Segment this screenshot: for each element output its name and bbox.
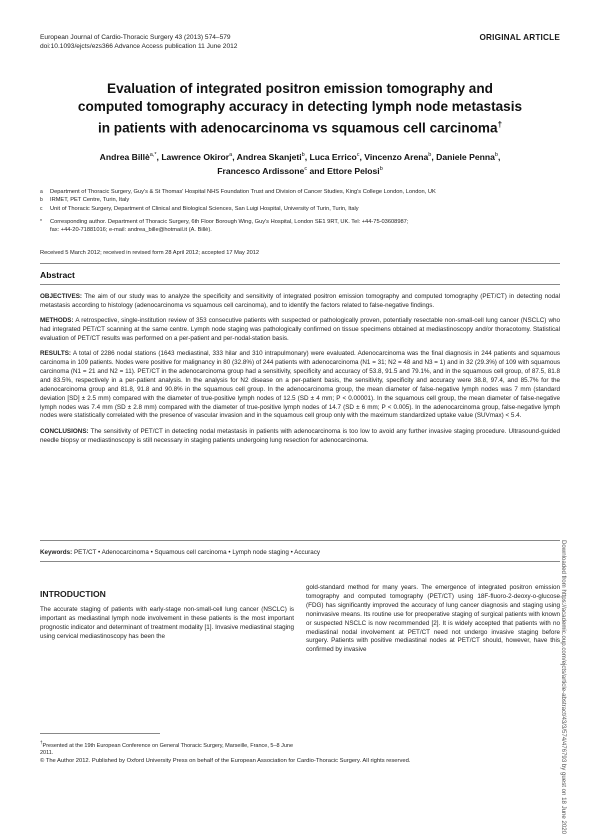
affiliation-mark: b	[40, 197, 43, 204]
footnote-divider	[40, 733, 160, 734]
affiliations	[40, 188, 560, 234]
affiliation-a	[40, 188, 560, 196]
footnote	[40, 739, 294, 758]
abstract-conclusions	[40, 428, 560, 446]
author-name: Francesco Ardissone	[217, 166, 305, 177]
author-line-1: Andrea Billè$^{a,*}$, Lawrence Okiror$^a$, Andrea Skanjeti$^b$, Luca Errico$^c$, Vincenzo Arena$^b$, Daniele Penna$^b$,	[99, 151, 501, 162]
author-affil-mark: a	[229, 152, 233, 158]
author-affil-mark: a,*	[149, 152, 157, 158]
methods-label: METHODS:	[40, 317, 74, 325]
affiliation-b	[40, 196, 560, 204]
author-name: Ettore Pelosi	[327, 166, 380, 177]
article-title	[40, 80, 560, 138]
author-affil-mark: b	[301, 152, 305, 158]
corresponding-author-cont	[40, 226, 560, 234]
affiliation-mark: c	[40, 205, 43, 212]
results-text: A total of 2286 nodal stations (1643 mediastinal, 333 hilar and 310 intrapulmonary) were evaluated. Adenocarcinoma was the final diagnosis in 244 patients and squamous carcinoma in 109 patients. Nodes were positive for malignancy in 80 (32.8%) of 244 patients with adenocarcinoma (N1 = 31; N2 = 48 and N3 = 1) and in 32 (29.3%) of 109 with squamous carcinoma (N1 = 21 and N2 = 11). PET/CT in the adenocarcinoma group had a sensitivity, specificity and accuracy of 53.8, 91.5 and 79.1%, and in the squamous cell group, of 87.5, 81.8 and 83.5%, respectively in a per-patient analysis. In the analysis for N2 disease on a per-patient basis, the sensitivity, specificity and accuracy were 38.8, 97.4, and 85.7% for the adenocarcinoma group and 81.8, 91.8 and 90.8% in the squamous cell group. In the adenocarcinoma group, the mean diameter of false-negative lymph nodes was 7 mm (standard deviation [SD] ± 2.5 mm) compared with the diameter of true-positive lymph nodes of 12.5 (SD ± 4 mm; P < 0.00001). In the squamous cell group, the mean diameter of false-negative lymph nodes was 7.4 mm (SD ± 2.8 mm) compared with the diameter of true-positive lymph nodes of 14.7 (SD ± 6 mm; P < 0.005). In the adenocarcinoma group, false-negative lymph nodes were statistically correlated with the presence of vascular invasion and in the squamous cell group only with the maximum standardized uptake value (SUVmax) < 5.4.	[40, 350, 560, 420]
received-dates: Received 5 March 2012; received in revised form 28 April 2012; accepted 17 May 2012	[40, 250, 260, 256]
divider-keywords	[40, 540, 560, 541]
divider-body	[40, 561, 560, 562]
corresponding-author	[40, 218, 560, 226]
introduction-heading: INTRODUCTION	[40, 589, 106, 599]
keywords-label: Keywords:	[40, 549, 73, 556]
affiliation-text: Department of Thoracic Surgery, Guy's & St Thomas' Hospital NHS Foundation Trust and Division of Cancer Studies, King's College London, London, UK	[50, 189, 436, 195]
affiliation-mark: a	[40, 189, 43, 195]
copyright-line: © The Author 2012. Published by Oxford University Press on behalf of the European Association for Cardio-Thoracic Surgery. All rights reserved.	[40, 758, 411, 764]
body-column-right	[306, 584, 560, 655]
author-name: Andrea Billè	[99, 151, 150, 162]
corresponding-text-2: fax: +44-20-71881016; e-mail: andrea_bille@hotmail.it (A. Billè).	[50, 227, 212, 234]
abstract-methods	[40, 317, 560, 344]
introduction-left-text: The accurate staging of patients with early-stage non-small-cell lung cancer (NSCLC) is important as mediastinal lymph node involvement in these patients is the most important prognostic indicator and determinant of treatment modality [1]. Invasive mediastinal staging using cervical mediastinoscopy has been the	[40, 605, 294, 640]
objectives-label: OBJECTIVES:	[40, 293, 82, 300]
results-label: RESULTS:	[40, 350, 72, 358]
author-affil-mark: c	[356, 152, 360, 158]
abstract-results	[40, 350, 560, 421]
author-name: Daniele Penna	[436, 151, 495, 162]
abstract-heading: Abstract	[40, 270, 75, 280]
affiliation-text: Unit of Thoracic Surgery, Department of Clinical and Biological Sciences, San Luigi Hospital, University of Turin, Turin, Italy	[50, 205, 359, 212]
divider-top	[40, 263, 560, 264]
author-affil-mark: b	[379, 166, 383, 173]
journal-doi: doi:10.1093/ejcts/ezs366 Advance Access publication 11 June 2012	[40, 43, 238, 50]
footnote-text: Presented at the 19th European Conference on General Thoracic Surgery, Marseille, France, 5–8 June 2011.	[40, 742, 294, 757]
abstract-objectives	[40, 293, 560, 311]
corresponding-text-1: Corresponding author. Department of Thoracic Surgery, 6th Floor Borough Wing, Guy's Hospital, London SE1 9RT, UK. Tel: +44-75-03608987;	[50, 218, 409, 225]
divider-abstract	[40, 284, 560, 285]
title-line-2: computed tomography accuracy in detecting lymph node metastasis	[77, 99, 523, 114]
affiliation-text: IRMET, PET Centre, Turin, Italy	[50, 197, 130, 204]
title-line-1: Evaluation of integrated positron emission tomography and	[107, 81, 493, 96]
corresponding-mark: *	[40, 218, 42, 225]
author-line-2: Francesco Ardissone$^c$ and Ettore Pelosi$^b$	[217, 166, 383, 177]
author-name: Andrea Skanjeti	[236, 151, 302, 162]
author-name: Luca Errico	[309, 151, 357, 162]
author-affil-mark: b	[494, 152, 498, 158]
download-sidebar: Downloaded from https://academic.oup.com/ejcts/article-abstract/43/3/574/476793 by guest on 18 June 2020	[560, 540, 567, 834]
introduction-right-text: gold-standard method for many years. The emergence of integrated positron emission tomography and computed tomography (PET/CT) using 18F-fluoro-2-deoxy-o-glucose (FDG) has significantly improved the accuracy of lung cancer diagnosis and staging using noninvasive means. Its routine use for preoperative staging of surgical patients with known or suspected NSCLC is now recommended [2]. It is widely accepted that patients with no mediastinal nodal involvement at PET/CT need not undergo invasive staging before surgery. Patients with positive mediastinal nodes at PET/CT should, however, have this confirmed by invasive	[306, 584, 560, 654]
author-list	[40, 149, 560, 178]
conclusions-text: The sensitivity of PET/CT in detecting nodal metastasis in patients with adenocarcinoma is too low to avoid any further invasive staging procedure. Ultrasound-guided needle biopsy or mediastinoscopy is still necessary in staging patients undergoing lung resection for adenocarcinoma.	[40, 427, 560, 444]
title-line-3	[40, 116, 560, 138]
abstract-body	[40, 293, 560, 452]
keywords-text: PET/CT • Adenocarcinoma • Squamous cell carcinoma • Lymph node staging • Accuracy	[73, 549, 321, 556]
author-name: Vincenzo Arena	[364, 151, 429, 162]
author-affil-mark: b	[428, 152, 432, 158]
author-affil-mark: c	[304, 166, 308, 173]
author-name: Lawrence Okiror	[161, 151, 230, 162]
keywords	[40, 548, 560, 557]
conclusions-label: CONCLUSIONS:	[40, 427, 89, 435]
objectives-text: The aim of our study was to analyze the specificity and sensitivity of integrated positron emission tomography and computed tomography (PET/CT) in detecting nodal metastasis according to histology (adenocarcinoma vs squamous cell carcinoma), and to identify the factors related to false-negative findings.	[40, 293, 560, 309]
methods-text: A retrospective, single-institution review of 353 consecutive patients with suspected or pathologically proven, potentially resectable non-small-cell lung cancer (NSCLC) who had integrated PET/CT scanning at the same centre. Lymph node staging was pathologically confirmed on tissue specimens obtained at mediastinoscopy and/or thoracotomy. Statistical evaluation of PET/CT results was performed on a per-patient and per-nodal-station basis.	[40, 317, 560, 342]
article-type-label: ORIGINAL ARTICLE	[479, 33, 560, 42]
title-line-3-text: in patients with adenocarcinoma vs squamous cell carcinoma	[97, 120, 498, 136]
title-footnote-mark: †	[497, 120, 503, 129]
journal-header	[40, 33, 237, 51]
journal-citation: European Journal of Cardio-Thoracic Surgery 43 (2013) 574–579	[40, 34, 231, 41]
footnote-mark: †	[40, 740, 43, 745]
affiliation-c	[40, 205, 560, 213]
body-column-left	[40, 584, 294, 642]
